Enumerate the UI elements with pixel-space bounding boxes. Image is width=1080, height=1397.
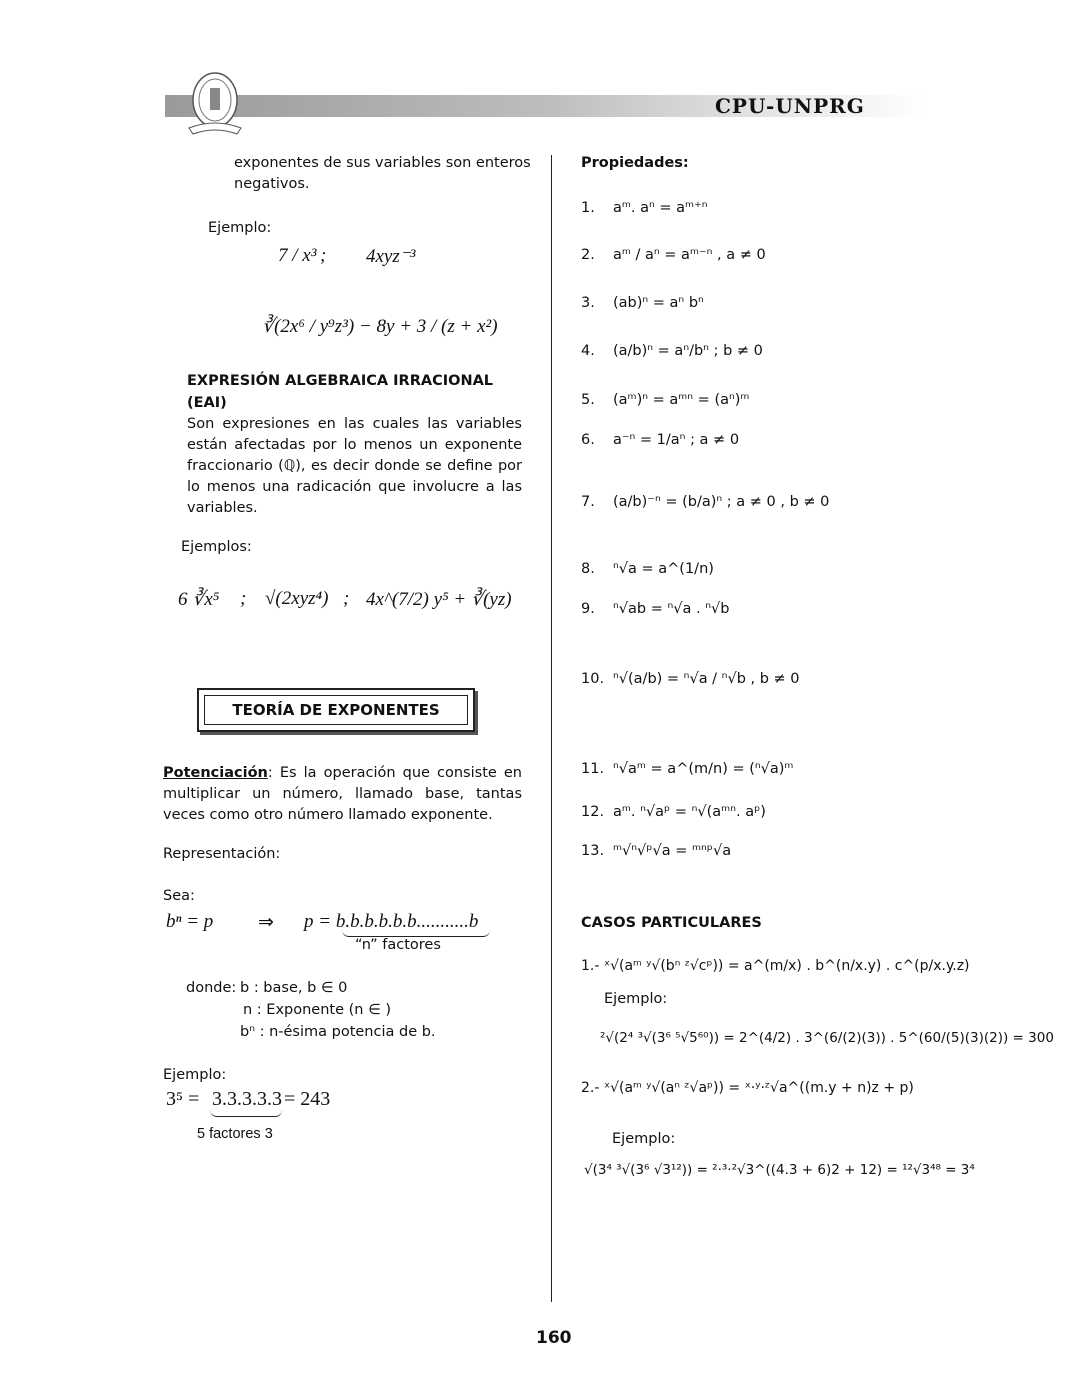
eai-title: EXPRESIÓN ALGEBRAICA IRRACIONAL <box>187 373 494 389</box>
underbrace <box>210 1110 282 1117</box>
ejemplo-result: = 243 <box>284 1088 331 1110</box>
eai-abbrev: (EAI) <box>187 395 227 411</box>
property-number: 12. <box>581 804 605 820</box>
property-item <box>581 295 704 311</box>
ejemplos-label: Ejemplos: <box>181 539 252 555</box>
property-formula: (ab)ⁿ = aⁿ bⁿ <box>613 295 704 311</box>
donde-label: donde: <box>186 980 237 996</box>
casos-label: CASOS PARTICULARES <box>581 915 762 931</box>
property-number: 1. <box>581 200 595 216</box>
n-factores-label: “n” factores <box>355 937 441 953</box>
donde-line-base: b : base, b ∈ 0 <box>240 980 348 996</box>
property-number: 10. <box>581 671 605 687</box>
ejemplo-label: Ejemplo: <box>208 220 272 236</box>
property-formula: (aᵐ)ⁿ = aᵐⁿ = (aⁿ)ᵐ <box>613 392 750 408</box>
irrational-example-3: 4x^(7/2) y⁵ + ∛(yz) <box>366 589 512 610</box>
separator: ; <box>320 245 327 266</box>
property-formula: aᵐ. ⁿ√aᵖ = ⁿ√(aᵐⁿ. aᵖ) <box>613 804 766 820</box>
ejemplo-product: 3.3.3.3.3 <box>212 1088 282 1110</box>
property-item <box>581 843 731 859</box>
property-item <box>581 601 729 617</box>
eai-definition: Son expresiones en las cuales las variables están afectadas por lo menos un exponente fraccionario (ℚ), es decir donde se define por lo menos una radicación que involucre a las variables. <box>187 416 522 516</box>
property-formula: aᵐ / aⁿ = aᵐ⁻ⁿ , a ≠ 0 <box>613 247 766 263</box>
product-expression: p = b.b.b.b.b.b...........b <box>304 911 479 932</box>
property-item <box>581 247 766 263</box>
column-divider <box>551 155 552 1302</box>
property-formula: aᵐ. aⁿ = aᵐ⁺ⁿ <box>613 200 708 216</box>
property-item <box>581 392 749 408</box>
property-item <box>581 200 708 216</box>
property-number: 11. <box>581 761 605 777</box>
example-expr-2: 4xyz⁻³ <box>366 246 416 267</box>
property-item <box>581 432 739 448</box>
property-formula: ⁿ√aᵐ = a^(m/n) = (ⁿ√a)ᵐ <box>613 761 794 777</box>
property-formula: (a/b)⁻ⁿ = (b/a)ⁿ ; a ≠ 0 , b ≠ 0 <box>613 494 830 510</box>
property-number: 3. <box>581 295 595 311</box>
property-number: 6. <box>581 432 595 448</box>
property-number: 9. <box>581 601 595 617</box>
property-formula: (a/b)ⁿ = aⁿ/bⁿ ; b ≠ 0 <box>613 343 763 359</box>
irrational-example-2: √(2xyz⁴) <box>265 588 329 609</box>
example-expr-1: 7 / x³ <box>278 245 317 266</box>
separator: ; <box>343 588 350 609</box>
donde-line-exponente: n : Exponente (n ∈ ) <box>243 1002 391 1018</box>
ejemplo-lhs: 3⁵ = <box>166 1088 200 1110</box>
caso-2-formula: 2.- ˣ√(aᵐ ʸ√(aⁿ ᶻ√aᵖ)) = ˣ·ʸ·ᶻ√a^((m.y + n)z + p) <box>581 1080 914 1096</box>
irrational-example-1: 6 ∛x⁵ <box>178 589 220 610</box>
caso-2-ejemplo: √(3⁴ ³√(3⁶ √3¹²)) = ²·³·²√3^((4.3 + 6)2 + 12) = ¹²√3⁴⁸ = 3⁴ <box>584 1162 975 1178</box>
implies-symbol: ⇒ <box>258 912 274 933</box>
caso-1-ejemplo-label: Ejemplo: <box>604 991 668 1007</box>
sea-expression: bⁿ = p <box>166 911 214 932</box>
potenciacion-term: Potenciación <box>163 765 268 781</box>
sea-label: Sea: <box>163 888 195 904</box>
property-item <box>581 561 714 577</box>
page-number: 160 <box>536 1328 572 1348</box>
property-number: 7. <box>581 494 595 510</box>
separator: ; <box>240 588 247 609</box>
ejemplo-label: Ejemplo: <box>163 1067 227 1083</box>
caso-1-ejemplo: ²√(2⁴ ³√(3⁶ ⁵√5⁶⁰)) = 2^(4/2) . 3^(6/(2)(3)) . 5^(60/(5)(3)(2)) = 300 <box>600 1030 1054 1046</box>
underbrace <box>342 930 490 937</box>
property-formula: ᵐ√ⁿ√ᵖ√a = ᵐⁿᵖ√a <box>613 843 732 859</box>
property-formula: a⁻ⁿ = 1/aⁿ ; a ≠ 0 <box>613 432 740 448</box>
property-item <box>581 343 763 359</box>
property-item <box>581 804 766 820</box>
potenciacion-definition <box>163 763 522 826</box>
potenciacion-text: : Es la operación que consiste en multiplicar un número, llamado base, tantas veces como otro número llamado exponente. <box>163 765 522 823</box>
property-formula: ⁿ√(a/b) = ⁿ√a / ⁿ√b , b ≠ 0 <box>613 671 800 687</box>
property-number: 2. <box>581 247 595 263</box>
representacion-label: Representación: <box>163 846 281 862</box>
property-number: 4. <box>581 343 595 359</box>
property-number: 5. <box>581 392 595 408</box>
intro-line-1: exponentes de sus variables son enteros <box>234 155 531 171</box>
property-number: 8. <box>581 561 595 577</box>
donde-line-potencia: bⁿ : n-ésima potencia de b. <box>240 1024 436 1040</box>
property-item <box>581 761 793 777</box>
section-title-box <box>197 688 475 732</box>
caso-1-formula: 1.- ˣ√(aᵐ ʸ√(bⁿ ᶻ√cᵖ)) = a^(m/x) . b^(n/x.y) . c^(p/x.y.z) <box>581 958 970 974</box>
caso-2-ejemplo-label: Ejemplo: <box>612 1131 676 1147</box>
ejemplo-note: 5 factores 3 <box>197 1126 273 1142</box>
property-formula: ⁿ√a = a^(1/n) <box>613 561 714 577</box>
brand-title: CPU-UNPRG <box>715 94 865 118</box>
property-item <box>581 671 800 687</box>
property-number: 13. <box>581 843 605 859</box>
intro-line-2: negativos. <box>234 176 310 192</box>
property-item <box>581 494 829 510</box>
section-title: TEORÍA DE EXPONENTES <box>204 695 468 725</box>
property-formula: ⁿ√ab = ⁿ√a . ⁿ√b <box>613 601 730 617</box>
propiedades-label: Propiedades: <box>581 155 689 171</box>
university-seal-logo <box>185 70 245 136</box>
example-expr-3: ∛(2x⁶ / y⁹z³) − 8y + 3 / (z + x²) <box>262 316 498 337</box>
